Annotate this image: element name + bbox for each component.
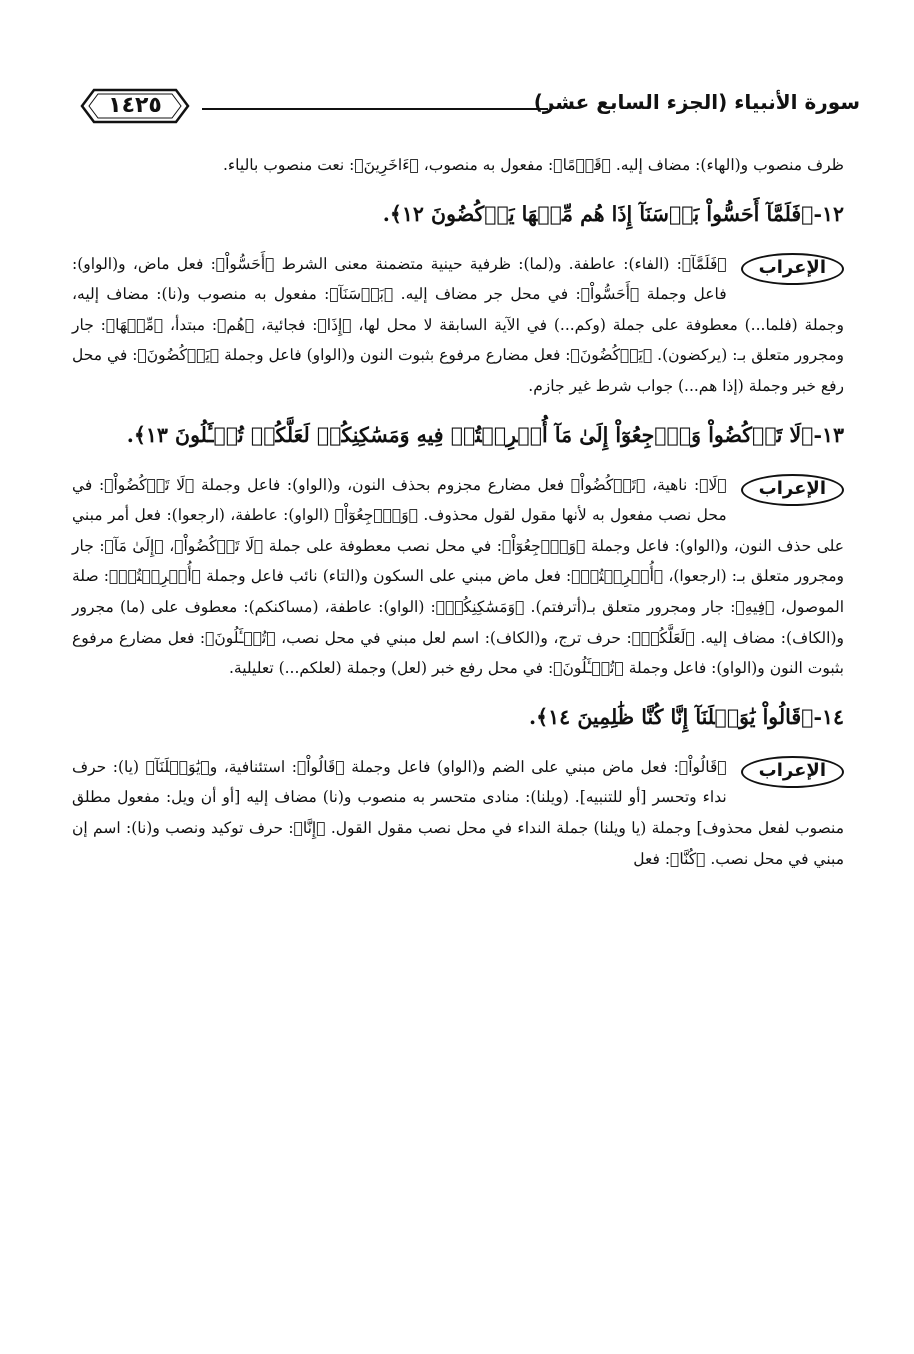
page-number: ١٤٢٥ (108, 93, 162, 118)
irab-text: ﴿فَلَمَّآ﴾: (الفاء): عاطفة. و(لما): ظرفية حينية متضمنة معنى الشرط ﴿أَحَسُّواْ﴾: فعل ماض، و(الواو): فاعل وجملة ﴿أَحَسُّواْ﴾: في محل جر مضاف إليه. ﴿بَأۡسَنَآ﴾: مفعول به منصوب و(نا): مضاف إليه، وجملة (فلما...) معطوفة على جملة (وكم...) في الآية السابقة لا محل لها، ﴿إِذَا﴾: فجائية، ﴿هُم﴾: مبتدأ، ﴿مِّنۡهَا﴾: جار ومجرور متعلق بـ: (يركضون). ﴿يَرۡكُضُونَ﴾: فعل مضارع مرفوع بثبوت النون و(الواو) فاعل وجملة ﴿يَرۡكُضُونَ﴾: في محل رفع خبر وجملة (إذا هم...) جواب شرط غير جازم. (72, 254, 844, 395)
irab-label: الإعراب (741, 474, 844, 506)
irab-text: ﴿لَا﴾: ناهية، ﴿تَرۡكُضُواْ﴾ فعل مضارع مجزوم بحذف النون، و(الواو): فاعل وجملة ﴿لَا تَرۡكُضُواْ﴾: في محل نصب مفعول به لأنها مقول لقول محذوف. ﴿وَٱرۡجِعُوٓاْ﴾ (الواو): عاطفة، (ارجعوا): فعل أمر مبني على حذف النون، و(الواو): فاعل وجملة ﴿وَٱرۡجِعُوٓاْ﴾: في محل نصب معطوفة على جملة ﴿لَا تَرۡكُضُواْ﴾، ﴿إِلَىٰ مَآ﴾: جار ومجرور متعلق بـ: (ارجعوا)، ﴿أُتۡرِفۡتُمۡ﴾: فعل ماض مبني على السكون و(التاء) نائب فاعل وجملة ﴿أُتۡرِفۡتُمۡ﴾: صلة الموصول، ﴿فِيهِ﴾: جار ومجرور متعلق بـ(أترفتم). ﴿وَمَسَٰكِنِكُمۡ﴾: (الواو): عاطفة، (مساكنكم): معطوف على (ما) مجرور و(الكاف): مضاف إليه. ﴿لَعَلَّكُمۡ﴾: حرف ترج، و(الكاف): اسم لعل مبني في محل نصب، ﴿تُسۡـَٔلُونَ﴾: فعل مضارع مرفوع بثبوت النون و(الواو): فاعل وجملة ﴿تُسۡـَٔلُونَ﴾: في محل رفع خبر (لعل) وجملة (لعلكم...) تعليلية. (72, 475, 844, 678)
verse-13-heading: ١٣-﴿لَا تَرۡكُضُواْ وَٱرۡجِعُوٓاْ إِلَىٰ مَآ أُتۡرِفۡتُمۡ فِيهِ وَمَسَٰكِنِكُمۡ لَعَلَّكُمۡ تُسۡـَٔلُونَ ١٣﴾. (126, 422, 844, 447)
verse-12-heading: ١٢-﴿فَلَمَّآ أَحَسُّواْ بَأۡسَنَآ إِذَا هُم مِّنۡهَا يَرۡكُضُونَ ١٢﴾. (382, 201, 844, 226)
verse-14-heading: ١٤-﴿قَالُواْ يَٰوَيۡلَنَآ إِنَّا كُنَّا ظَٰلِمِينَ ١٤﴾. (529, 704, 844, 729)
page-header (70, 84, 860, 128)
verse-14-irab (72, 752, 844, 874)
header-rule (202, 108, 548, 110)
verse-13-irab (72, 470, 844, 684)
verse-12-irab (72, 249, 844, 402)
irab-label: الإعراب (741, 253, 844, 285)
irab-text: ﴿قَالُواْ﴾: فعل ماض مبني على الضم و(الواو) فاعل وجملة ﴿قَالُواْ﴾: استئنافية، و﴿يَٰوَيۡلَنَآ﴾ (يا): حرف نداء وتحسر [أو للتنبيه]. (ويلنا): منادى متحسر به منصوب و(نا) مضاف إليه [أو أن ويل: مفعول مطلق منصوب لفعل محذوف] وجملة (يا ويلنا) جملة النداء في محل نصب مقول القول. ﴿إِنَّا﴾: حرف توكيد ونصب و(نا): اسم إن مبني في محل نصب. ﴿كُنَّا﴾: فعل (72, 757, 844, 868)
irab-label: الإعراب (741, 756, 844, 788)
surah-title: سورة الأنبياء (الجزء السابع عشر) (533, 90, 860, 114)
page-number-badge (80, 88, 190, 124)
page-content (72, 150, 844, 880)
intro-paragraph: ظرف منصوب و(الهاء): مضاف إليه. ﴿قَوۡمًا﴾: مفعول به منصوب، ﴿ءَاخَرِينَ﴾: نعت منصوب بالياء. (222, 156, 844, 174)
